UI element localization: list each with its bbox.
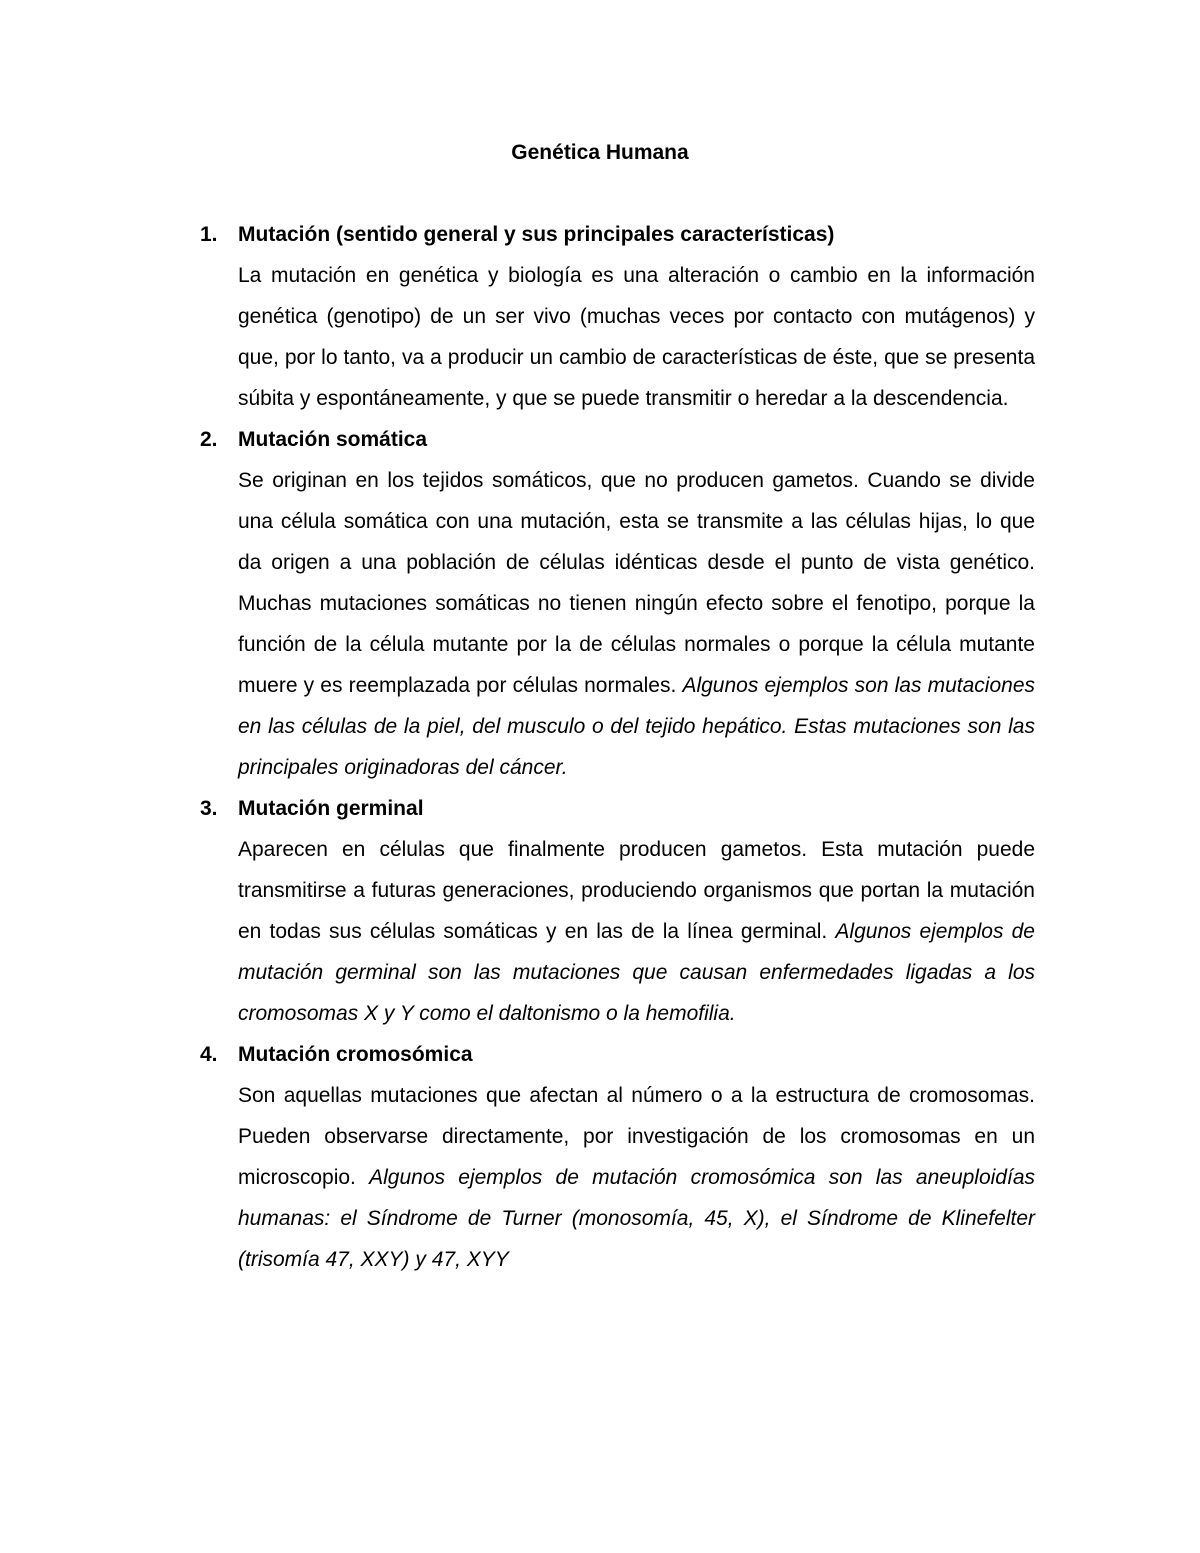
section-item (200, 1034, 1035, 1280)
section-list (200, 214, 1035, 1280)
section-number: 1. (200, 223, 218, 246)
section-item (200, 214, 1035, 419)
section-heading: Mutación somática (238, 428, 428, 451)
section-body (238, 1075, 1035, 1280)
section-item (200, 788, 1035, 1034)
section-example: Algunos ejemplos de mutación cromosómica son las aneuploidías humanas: el Síndrome de Turner (monosomía, 45, X), el Síndrome de Klinefelter (trisomía 47, XXY) y 47, XYY (238, 1166, 1035, 1271)
section-body (238, 829, 1035, 1034)
section-body (238, 460, 1035, 788)
document-title: Genética Humana (511, 141, 689, 164)
section-number: 4. (200, 1043, 218, 1066)
section-text: Aparecen en células que finalmente producen gametos. Esta mutación puede transmitirse a futuras generaciones, produciendo organismos que portan la mutación en todas sus células somáticas y en las de la línea germinal. (238, 838, 1035, 943)
section-text: Se originan en los tejidos somáticos, que no producen gametos. Cuando se divide una célula somática con una mutación, esta se transmite a las células hijas, lo que da origen a una población de células idénticas desde el punto de vista genético. Muchas mutaciones somáticas no tienen ningún efecto sobre el fenotipo, porque la función de la célula mutante por la de células normales o porque la célula mutante muere y es reemplazada por células normales. (238, 469, 1035, 697)
section-example: Algunos ejemplos son las mutaciones en las células de la piel, del musculo o del tejido hepático. Estas mutaciones son las principales originadoras del cáncer. (238, 674, 1035, 779)
section-example: Algunos ejemplos de mutación germinal son las mutaciones que causan enfermedades ligadas a los cromosomas X y Y como el daltonismo o la hemofilia. (238, 920, 1035, 1025)
section-text: Son aquellas mutaciones que afectan al número o a la estructura de cromosomas. Pueden observarse directamente, por investigación de los cromosomas en un microscopio. (238, 1084, 1035, 1189)
section-text: La mutación en genética y biología es una alteración o cambio en la información genética (genotipo) de un ser vivo (muchas veces por contacto con mutágenos) y que, por lo tanto, va a producir un cambio de características de éste, que se presenta súbita y espontáneamente, y que se puede transmitir o heredar a la descendencia. (238, 264, 1035, 410)
section-body (238, 255, 1035, 419)
section-number: 3. (200, 797, 218, 820)
section-item (200, 419, 1035, 788)
section-heading: Mutación (sentido general y sus principales características) (238, 223, 835, 246)
section-heading: Mutación cromosómica (238, 1043, 473, 1066)
section-heading: Mutación germinal (238, 797, 424, 820)
section-number: 2. (200, 428, 218, 451)
